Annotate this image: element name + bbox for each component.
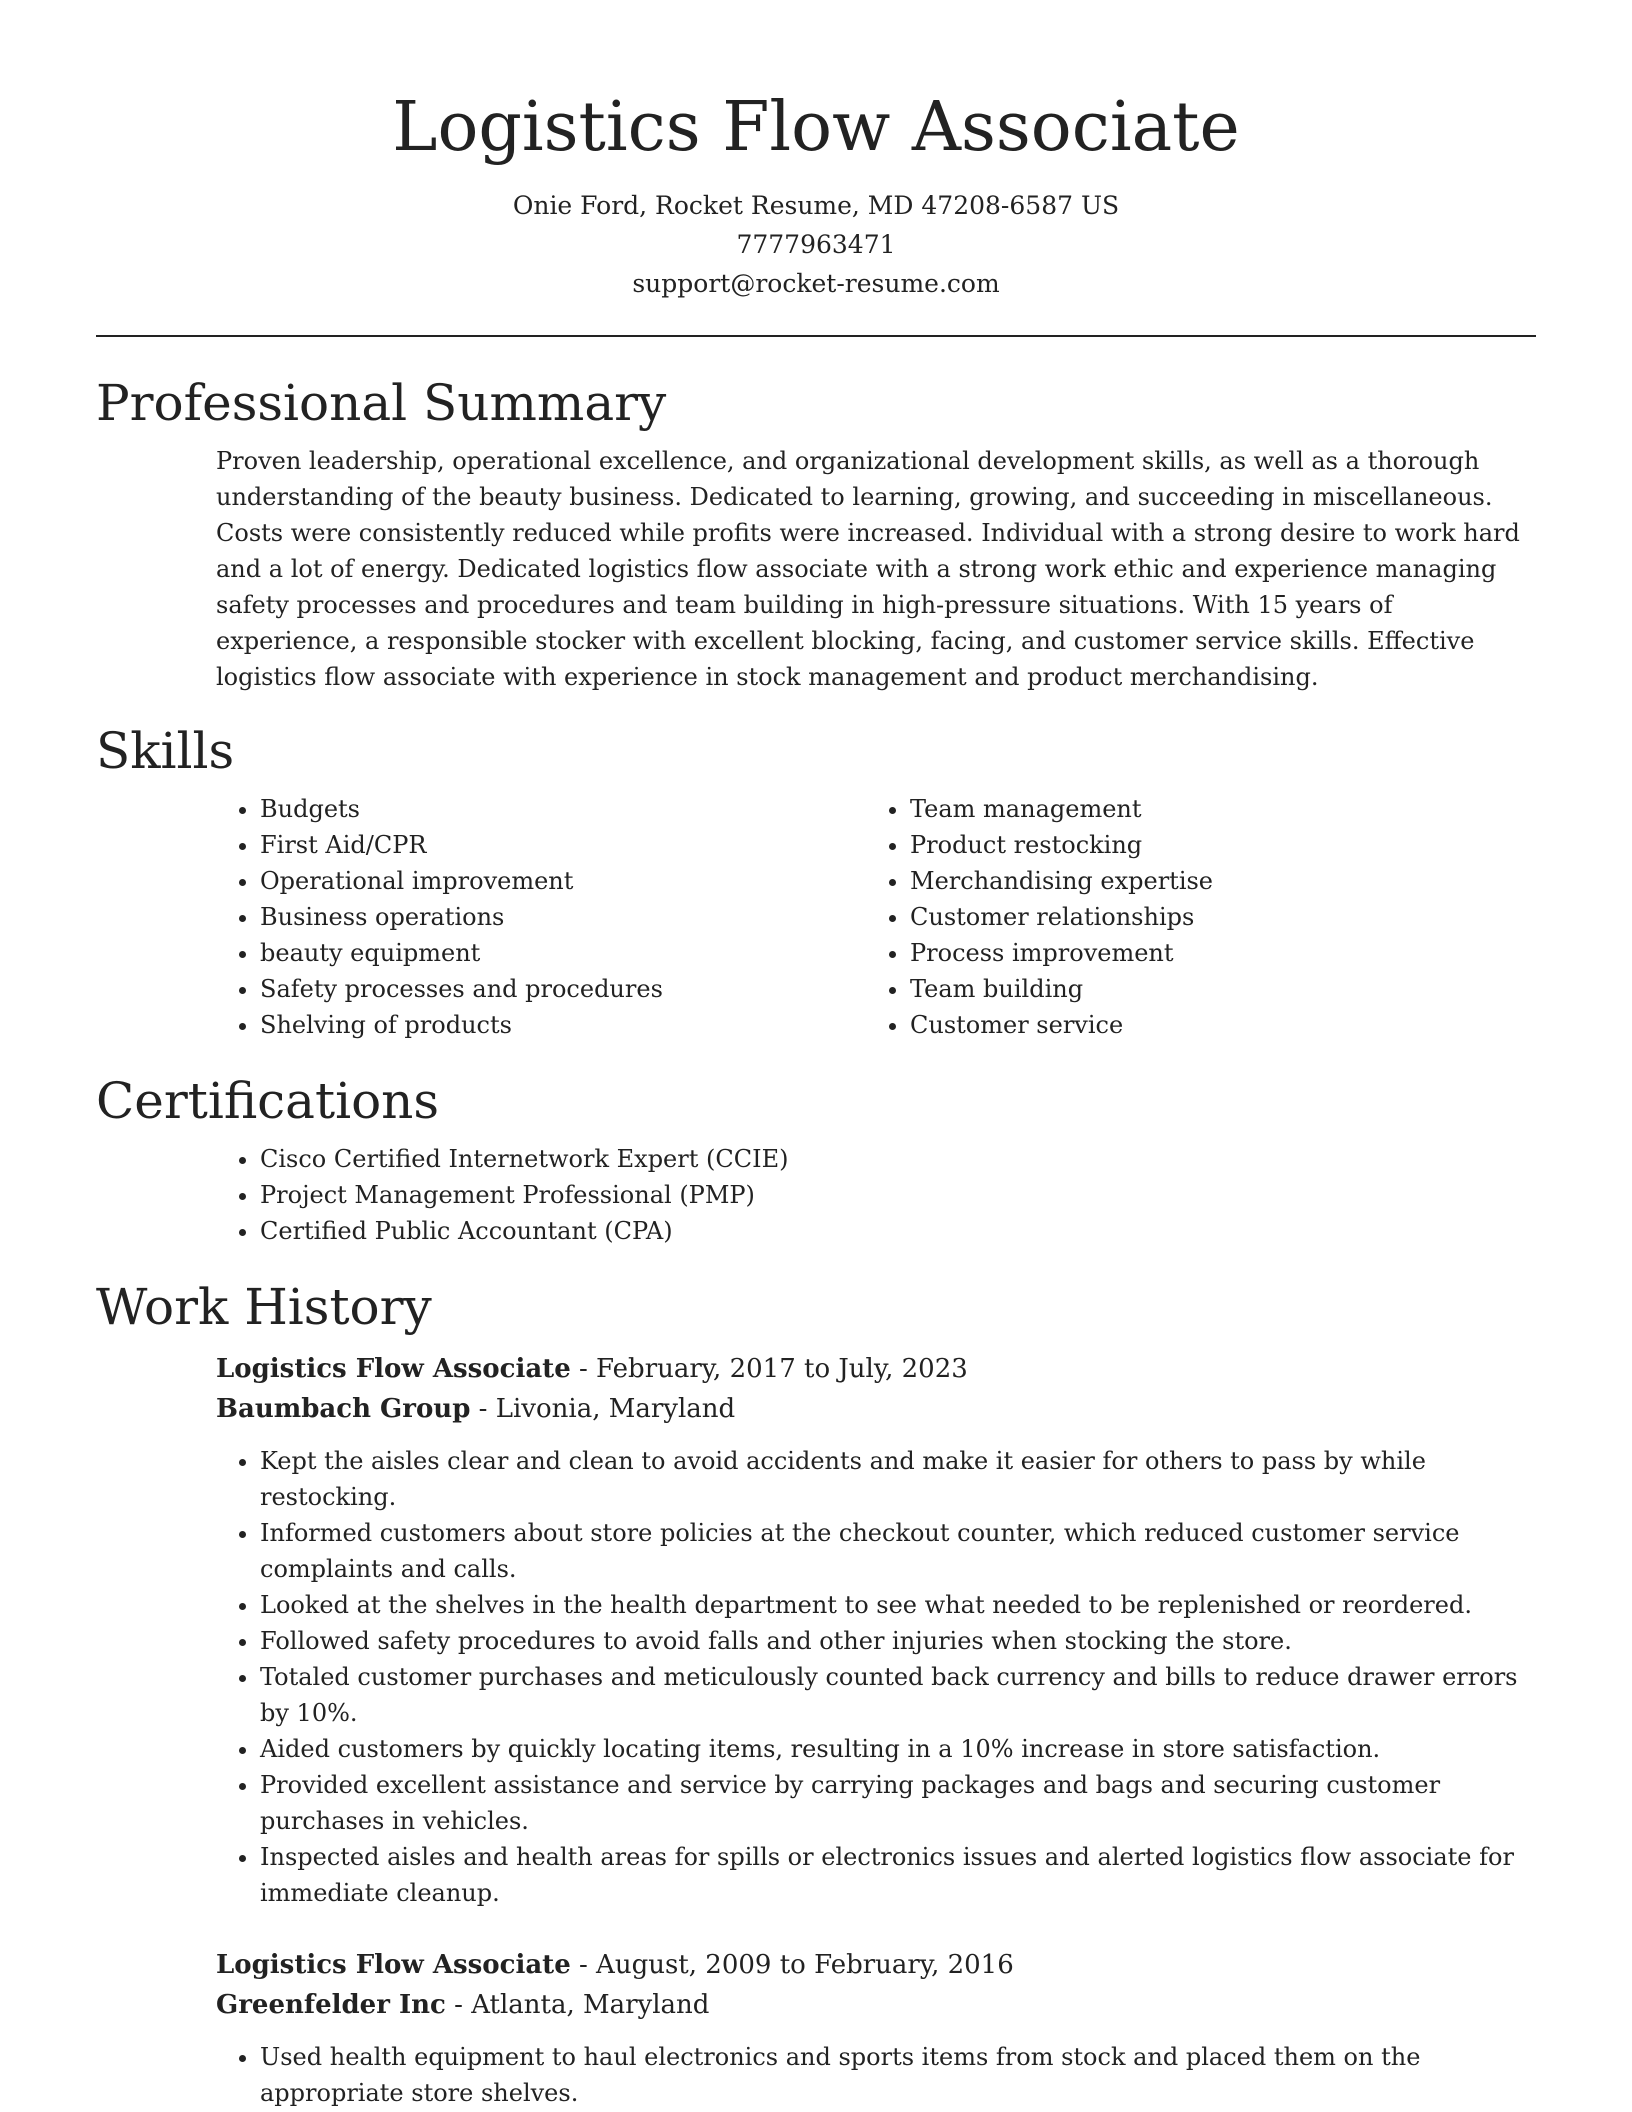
skill-item: • Shelving of products — [260, 1007, 866, 1043]
header-divider — [96, 335, 1536, 337]
job-title-line — [216, 1349, 1536, 1389]
summary-heading: Professional Summary — [96, 374, 667, 432]
job-duties-list — [216, 2039, 1550, 2111]
job-entry — [216, 1945, 1536, 2111]
skills-heading: Skills — [96, 722, 235, 780]
skills-list-left — [216, 791, 866, 1043]
summary-section — [96, 373, 1536, 695]
contact-email: support@rocket-resume.com — [632, 269, 1000, 298]
job-dates: - February, 2017 to July, 2023 — [570, 1354, 968, 1384]
job-duties-list — [216, 1443, 1550, 1911]
certification-item: • Cisco Certified Internetwork Expert (CCIE) — [260, 1141, 1536, 1177]
skill-item: • Budgets — [260, 791, 866, 827]
contact-info — [96, 186, 1536, 303]
resume-page — [96, 0, 1536, 2111]
job-location: - Atlanta, Maryland — [445, 1990, 710, 2020]
resume-title: Logistics Flow Associate — [392, 88, 1240, 167]
job-title: Logistics Flow Associate — [216, 1950, 571, 1980]
skill-item: • Product restocking — [910, 827, 1213, 863]
certifications-section — [96, 1071, 1536, 1249]
job-duty: • Followed safety procedures to avoid falls and other injuries when stocking the store. — [260, 1623, 1550, 1659]
skills-list-right — [866, 791, 1213, 1043]
certifications-heading: Certifications — [96, 1072, 440, 1130]
skill-item: • Team building — [910, 971, 1213, 1007]
job-duty: • Used health equipment to haul electronics and sports items from stock and placed them on the appropriate store shelves. — [260, 2039, 1550, 2111]
contact-address: Onie Ford, Rocket Resume, MD 47208-6587 US — [512, 191, 1120, 220]
job-company-line — [216, 1389, 1536, 1429]
skill-item: • Process improvement — [910, 935, 1213, 971]
job-duty: • Kept the aisles clear and clean to avoid accidents and make it easier for others to pass by while restocking. — [260, 1443, 1550, 1515]
resume-header — [96, 0, 1536, 303]
job-duty: • Looked at the shelves in the health department to see what needed to be replenished or reordered. — [260, 1587, 1550, 1623]
skill-item: • Business operations — [260, 899, 866, 935]
job-title-line — [216, 1945, 1536, 1985]
job-entry — [216, 1349, 1536, 1911]
skills-columns — [216, 791, 1536, 1043]
job-title: Logistics Flow Associate — [216, 1354, 571, 1384]
job-company: Baumbach Group — [216, 1394, 471, 1424]
certifications-list — [216, 1141, 1536, 1249]
skill-item: • Team management — [910, 791, 1213, 827]
job-duty: • Inspected aisles and health areas for spills or electronics issues and alerted logistics flow associate for immediate cleanup. — [260, 1839, 1550, 1911]
skill-item: • Customer service — [910, 1007, 1213, 1043]
skill-item: • beauty equipment — [260, 935, 866, 971]
certification-item: • Certified Public Accountant (CPA) — [260, 1213, 1536, 1249]
skill-item: • Operational improvement — [260, 863, 866, 899]
skill-item: • Customer relationships — [910, 899, 1213, 935]
job-duty: • Totaled customer purchases and meticulously counted back currency and bills to reduce drawer errors by 10%. — [260, 1659, 1550, 1731]
work-history-heading: Work History — [96, 1278, 432, 1336]
job-dates: - August, 2009 to February, 2016 — [570, 1950, 1014, 1980]
contact-phone: 7777963471 — [736, 230, 896, 259]
job-company-line — [216, 1985, 1536, 2025]
skill-item: • First Aid/CPR — [260, 827, 866, 863]
job-duty: • Informed customers about store policies at the checkout counter, which reduced customer service complaints and calls. — [260, 1515, 1550, 1587]
job-duty: • Aided customers by quickly locating items, resulting in a 10% increase in store satisfaction. — [260, 1731, 1550, 1767]
job-company: Greenfelder Inc — [216, 1990, 446, 2020]
certification-item: • Project Management Professional (PMP) — [260, 1177, 1536, 1213]
skill-item: • Merchandising expertise — [910, 863, 1213, 899]
summary-text: Proven leadership, operational excellence, and organizational development skills, as well as a thorough understanding of the beauty business. Dedicated to learning, growing, and succeeding in miscellaneous. Costs were consistently reduced while profits were increased. Individual with a strong desire to work hard and a lot of energy. Dedicated logistics flow associate with a strong work ethic and experience managing safety processes and procedures and team building in high-pressure situations. With 15 years of experience, a responsible stocker with excellent blocking, facing, and customer service skills. Effective logistics flow associate with experience in stock management and product merchandising. — [216, 447, 1520, 691]
job-location: - Livonia, Maryland — [470, 1394, 736, 1424]
work-history-section — [96, 1277, 1536, 2111]
job-duty: • Provided excellent assistance and service by carrying packages and bags and securing customer purchases in vehicles. — [260, 1767, 1550, 1839]
skill-item: • Safety processes and procedures — [260, 971, 866, 1007]
skills-section — [96, 721, 1536, 1043]
